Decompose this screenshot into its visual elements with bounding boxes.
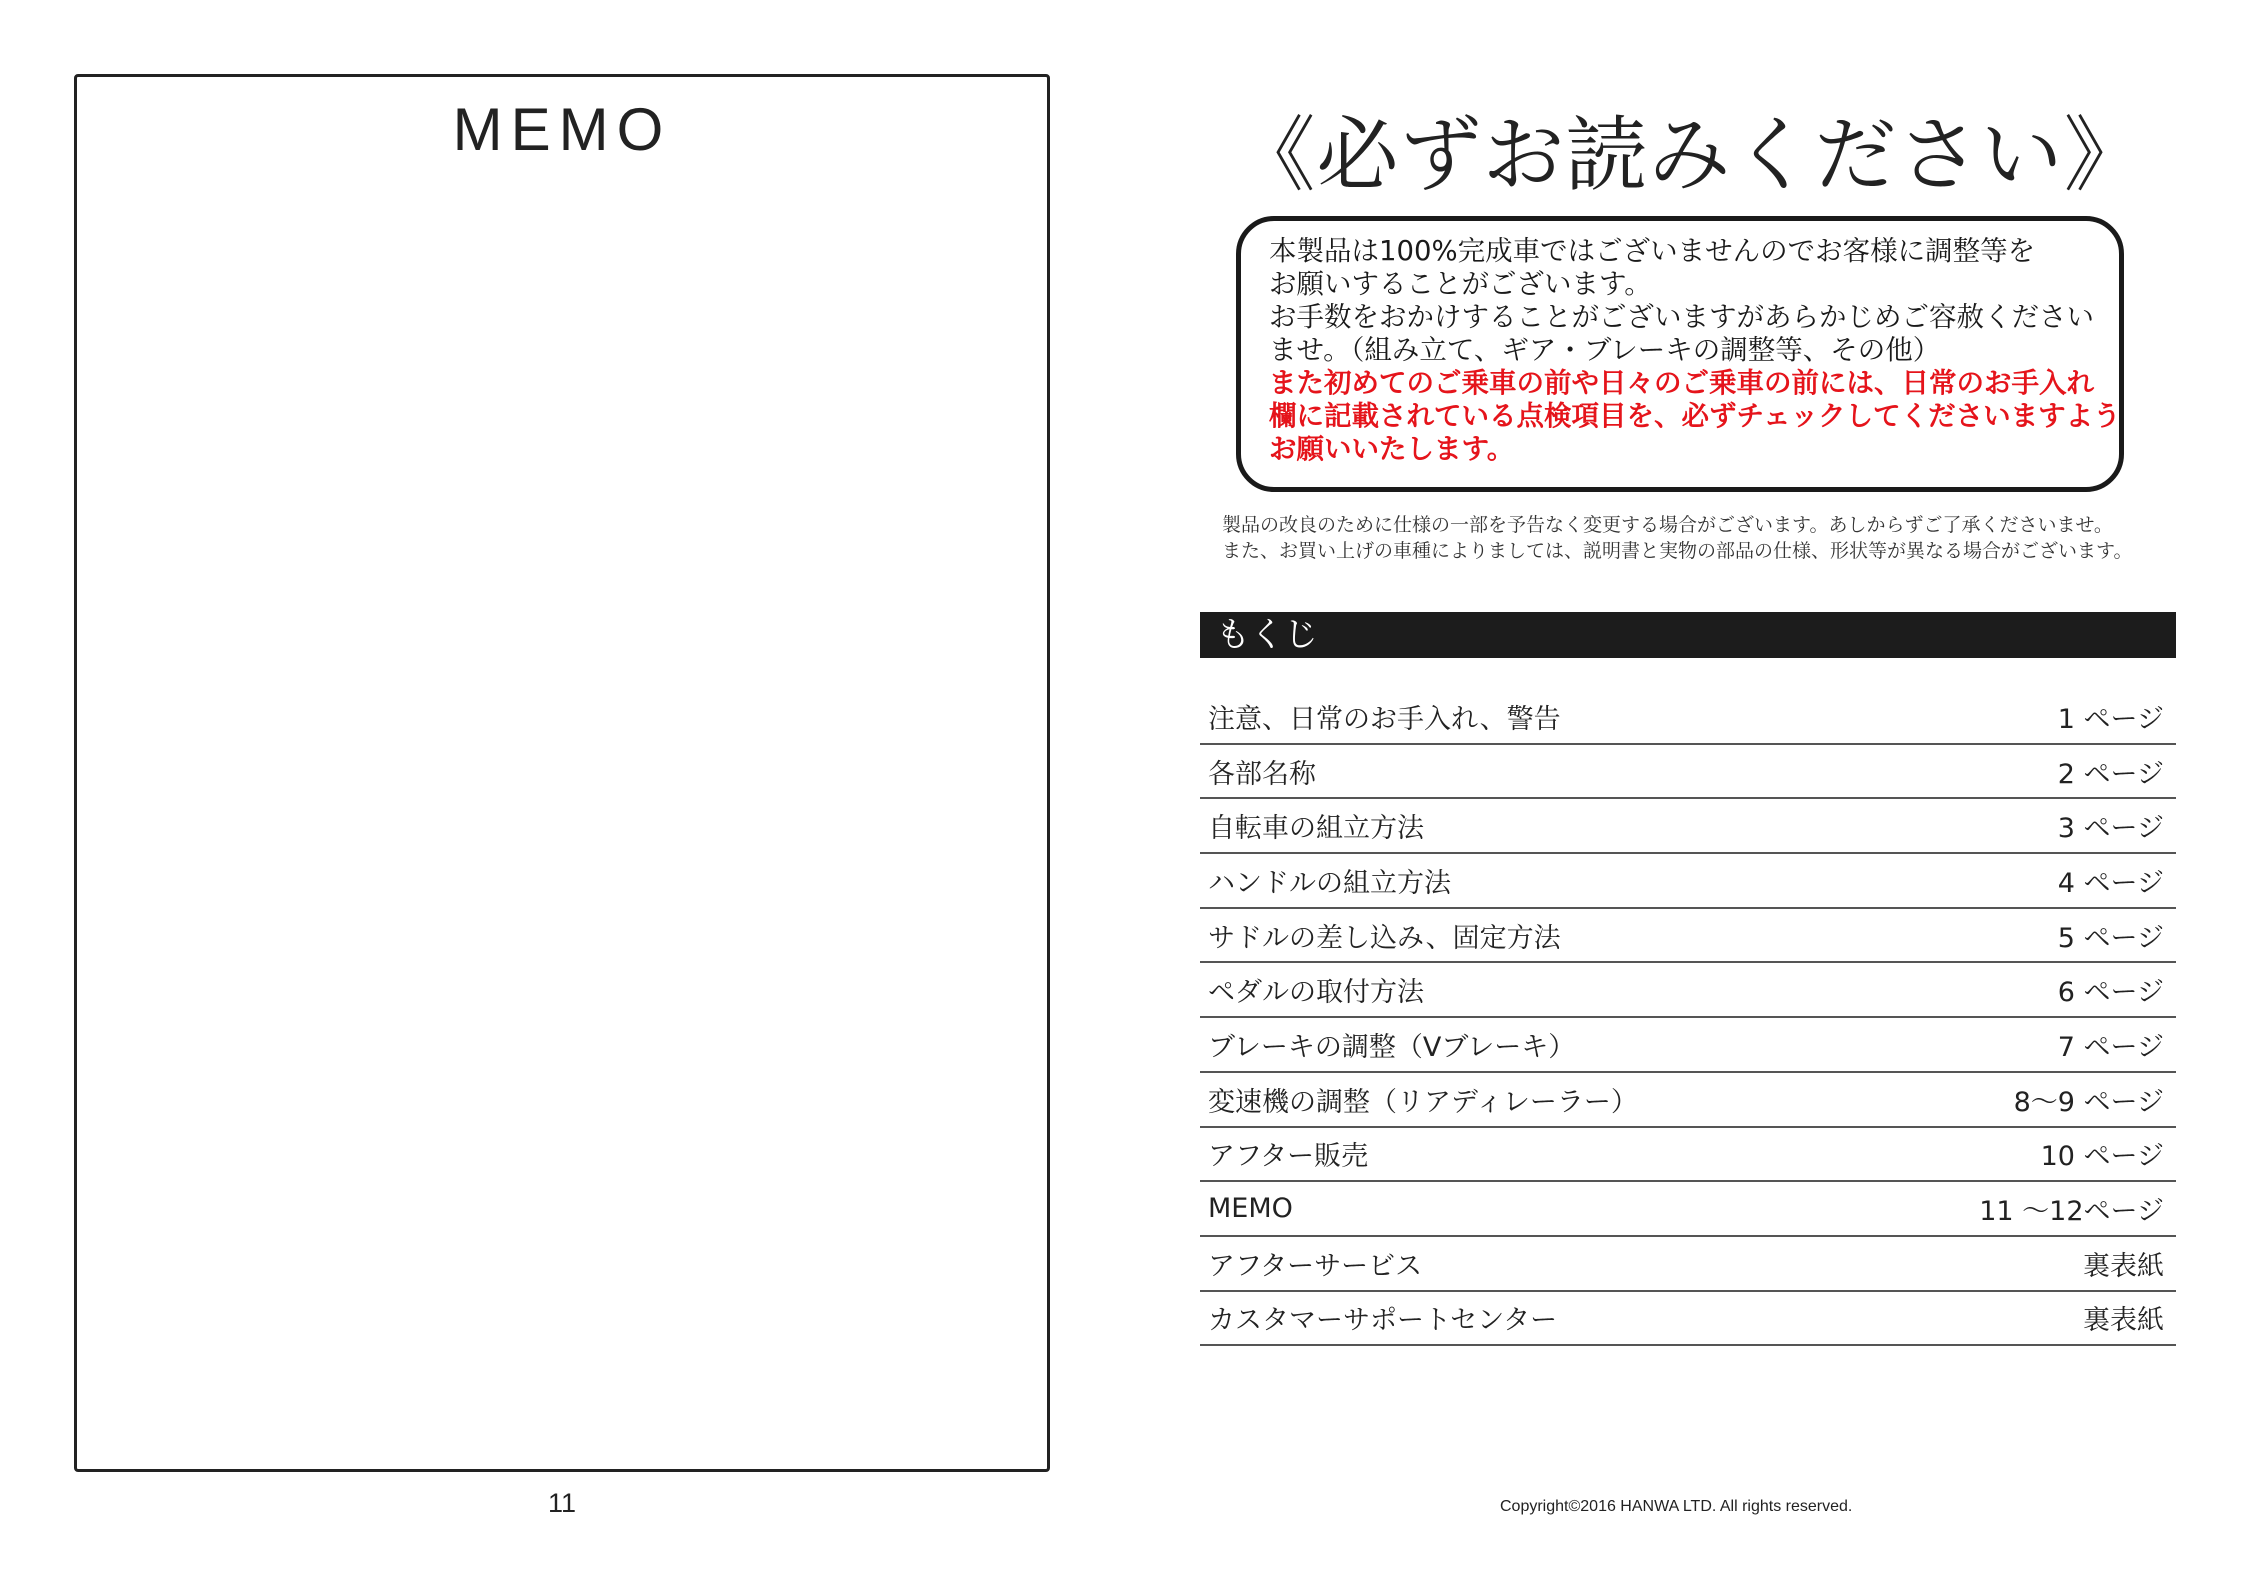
notice-box: [1236, 216, 2124, 492]
warning-line: 欄に記載されている点検項目を、必ずチェックしてくださいますよう: [1269, 400, 2121, 432]
toc-item-page: 7 ページ: [2057, 1031, 2164, 1063]
toc-item-page: 3 ページ: [2057, 813, 2164, 845]
toc-item[interactable]: [1200, 745, 2176, 800]
disclaimer-line: 製品の改良のために仕様の一部を予告なく変更する場合がございます。あしからずご了承くださいませ。: [1222, 514, 2113, 536]
disclaimer-line: また、お買い上げの車種によりましては、説明書と実物の部品の仕様、形状等が異なる場合がございます。: [1222, 540, 2133, 562]
toc-item-page: 2 ページ: [2057, 758, 2164, 790]
toc-item[interactable]: [1200, 1182, 2176, 1237]
notice-line: ませ。（組み立て、ギア・ブレーキの調整等、その他）: [1269, 334, 1941, 366]
toc-item-page: 11 ～12ページ: [1979, 1196, 2164, 1228]
toc-item-page: 4 ページ: [2057, 867, 2164, 899]
page-number: 11: [547, 1488, 577, 1518]
toc-header: [1200, 612, 2176, 658]
toc-item-title: 変速機の調整（リアディレーラー）: [1208, 1086, 1638, 1118]
toc-item-title: 注意、日常のお手入れ、警告: [1208, 703, 1561, 735]
toc-item[interactable]: [1200, 690, 2176, 745]
toc-item-page: 裏表紙: [2083, 1250, 2164, 1282]
toc-item[interactable]: [1200, 1292, 2176, 1347]
toc-item[interactable]: [1200, 963, 2176, 1018]
toc-item[interactable]: [1200, 1018, 2176, 1073]
memo-title: MEMO: [452, 96, 672, 163]
notice-line: お願いすることがございます。: [1269, 268, 1652, 300]
toc-item-title: ハンドルの組立方法: [1208, 867, 1451, 899]
toc-item-page: 8～9 ページ: [2013, 1086, 2164, 1118]
toc-item-page: 6 ページ: [2057, 977, 2164, 1009]
toc-item[interactable]: [1200, 1128, 2176, 1183]
warning-line: また初めてのご乗車の前や日々のご乗車の前には、日常のお手入れ: [1269, 367, 2094, 399]
toc-item-page: 裏表紙: [2083, 1305, 2164, 1337]
toc-item[interactable]: [1200, 799, 2176, 854]
copyright: Copyright©2016 HANWA LTD. All rights reserved.: [1500, 1498, 1853, 1515]
notice-line: 本製品は100%完成車ではございませんのでお客様に調整等を: [1269, 235, 2036, 267]
disclaimer: [1222, 512, 2182, 564]
toc-item-page: 5 ページ: [2057, 922, 2164, 954]
toc-item-title: ブレーキの調整（Vブレーキ）: [1208, 1031, 1576, 1063]
toc-item-title: サドルの差し込み、固定方法: [1208, 922, 1561, 954]
warning-line: お願いいたします。: [1269, 433, 1515, 465]
page-title: 《必ずお読みください》: [1233, 108, 2147, 203]
toc-item-title: ペダルの取付方法: [1208, 977, 1424, 1009]
toc-item[interactable]: [1200, 854, 2176, 909]
toc-item-title: アフターサービス: [1208, 1250, 1423, 1282]
toc-item-page: 1 ページ: [2057, 703, 2164, 735]
toc-item[interactable]: [1200, 909, 2176, 964]
toc-item-title: 各部名称: [1208, 758, 1316, 790]
toc-item-title: カスタマーサポートセンター: [1208, 1305, 1558, 1337]
toc-item-title: 自転車の組立方法: [1208, 813, 1424, 845]
memo-box: [74, 74, 1050, 1472]
toc-heading: もくじ: [1216, 615, 1318, 655]
toc-item[interactable]: [1200, 1237, 2176, 1292]
toc-item-title: アフター販売: [1208, 1141, 1369, 1173]
toc-item-title: MEMO: [1208, 1193, 1293, 1225]
toc-item-page: 10 ページ: [2040, 1141, 2164, 1173]
toc-item[interactable]: [1200, 1073, 2176, 1128]
notice-line: お手数をおかけすることがございますがあらかじめご容赦ください: [1269, 301, 2094, 333]
table-of-contents: [1200, 690, 2176, 1346]
